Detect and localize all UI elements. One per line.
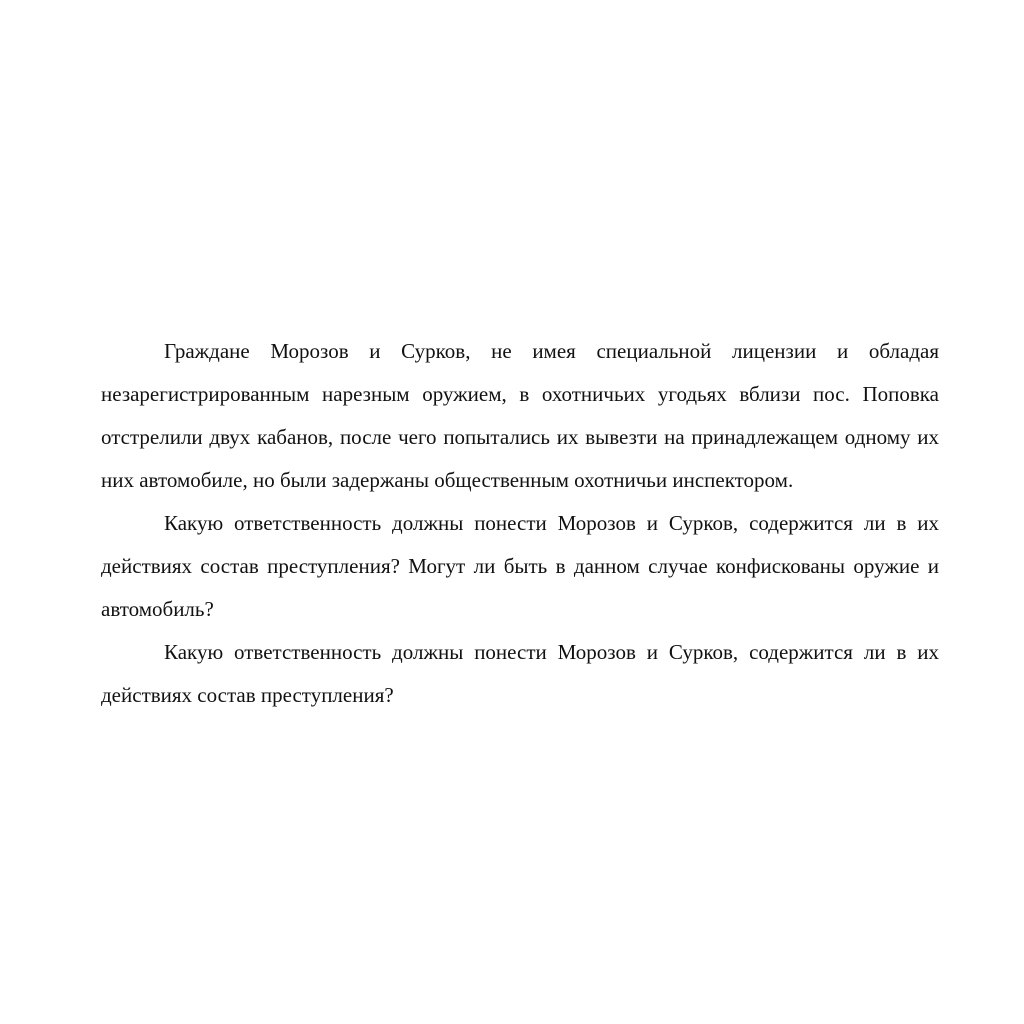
paragraph-question-1: Какую ответственность должны понести Морозов и Сурков, содержится ли в их действиях состав преступления? Могут ли быть в данном случае конфискованы оружие и автомобиль? bbox=[101, 511, 939, 621]
document-body bbox=[101, 330, 939, 717]
paragraph-question-2: Какую ответственность должны понести Морозов и Сурков, содержится ли в их действиях состав преступления? bbox=[101, 640, 939, 707]
paragraph-case-description: Граждане Морозов и Сурков, не имея специальной лицензии и обладая незарегистрированным нарезным оружием, в охотничьих угодьях вблизи пос. Поповка отстрелили двух кабанов, после чего попытались их вывезти на принадлежащем одному их них автомобиле, но были задержаны общественным охотничьи инспектором. bbox=[101, 339, 939, 492]
